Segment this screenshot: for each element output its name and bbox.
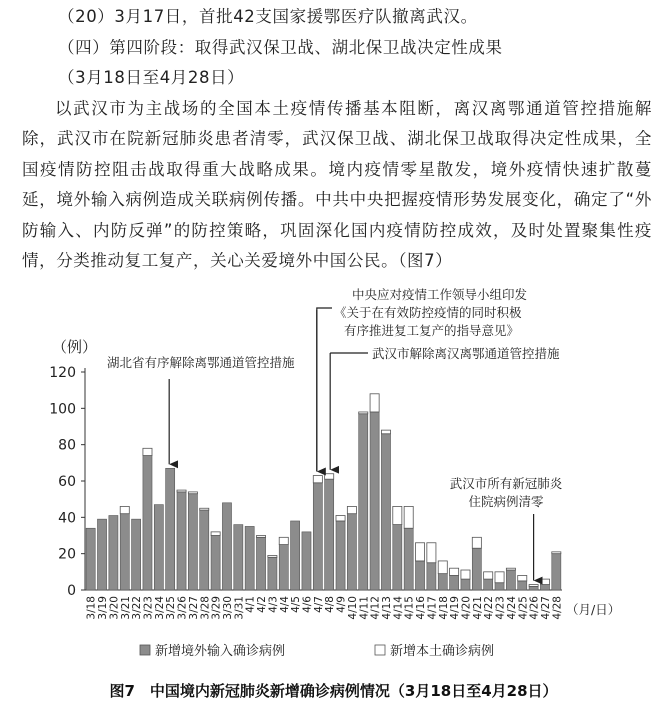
bar-imported (381, 434, 390, 590)
x-tick-label: 3/20 (108, 596, 121, 620)
bar-imported (97, 519, 106, 590)
x-tick-label: 4/5 (290, 596, 303, 613)
bar-imported (143, 456, 152, 590)
x-tick-label: 4/8 (324, 596, 337, 613)
x-tick-label: 3/25 (165, 596, 178, 620)
x-tick-label: 4/19 (449, 596, 462, 620)
annotation-text: 武汉市所有新冠肺炎 (449, 476, 563, 491)
bar-imported (109, 516, 118, 590)
bar-imported (370, 412, 379, 590)
x-tick-label: 4/10 (346, 596, 359, 620)
bar-local (529, 585, 538, 587)
x-tick-label: 4/25 (517, 596, 530, 620)
bar-imported (472, 548, 481, 590)
bar-imported (302, 532, 311, 590)
bar-local (268, 555, 277, 557)
legend-label: 新增境外输入确诊病例 (155, 644, 286, 659)
bar-imported (415, 561, 424, 590)
annotation-text: 中央应对疫情工作领导小组印发 (352, 287, 528, 302)
x-tick-label: 3/28 (199, 596, 212, 620)
bar-imported (166, 468, 175, 590)
bar-local (484, 572, 493, 579)
x-tick-label: 4/24 (505, 596, 518, 620)
bar-imported (336, 521, 345, 590)
x-tick-label: 4/3 (267, 596, 280, 613)
bar-chart (0, 270, 667, 680)
text-line: （20）3月17日，首批42支国家援鄂医疗队撤离武汉。 (58, 7, 478, 26)
x-tick-label: 4/12 (369, 596, 382, 620)
bar-imported (132, 519, 141, 590)
annotation-text: 《关于在有效防控疫情的同时积极 (334, 305, 522, 320)
y-tick-label: 100 (49, 401, 76, 418)
bar-local (336, 516, 345, 521)
x-tick-label: 4/2 (256, 596, 269, 613)
bar-imported (325, 479, 334, 590)
bar-imported (540, 585, 549, 590)
bar-local (188, 492, 197, 494)
bar-imported (120, 514, 129, 590)
x-axis-label: （月/日） (566, 602, 621, 617)
x-tick-label: 4/20 (460, 596, 473, 620)
bar-local (438, 561, 447, 574)
x-tick-label: 4/4 (278, 596, 291, 613)
y-tick-label: 20 (58, 546, 76, 563)
bar-local (393, 506, 402, 524)
bar-imported (347, 514, 356, 590)
bar-imported (438, 574, 447, 590)
x-tick-label: 3/22 (131, 596, 144, 620)
bar-imported (268, 557, 277, 590)
legend-label: 新增本土确诊病例 (390, 644, 495, 659)
x-tick-label: 3/26 (176, 596, 189, 620)
x-tick-label: 4/22 (483, 596, 496, 620)
bar-imported (552, 554, 561, 590)
bar-local (450, 568, 459, 575)
x-tick-label: 4/1 (244, 596, 257, 613)
bar-local (177, 490, 186, 492)
bar-local (313, 476, 322, 483)
x-tick-label: 4/27 (539, 596, 552, 620)
x-tick-label: 3/31 (233, 596, 246, 620)
bar-local (200, 508, 209, 510)
bar-imported (279, 545, 288, 590)
x-tick-label: 3/19 (97, 596, 110, 620)
bar-local (211, 532, 220, 536)
annotation-text: 有序推进复工复产的指导意见》 (344, 323, 520, 338)
bar-local (143, 448, 152, 455)
bar-local (404, 506, 413, 528)
bar-local (472, 537, 481, 548)
bar-local (495, 572, 504, 583)
x-tick-label: 4/17 (426, 596, 439, 620)
bar-imported (188, 494, 197, 590)
x-tick-label: 4/7 (312, 596, 325, 613)
x-tick-label: 4/26 (528, 596, 541, 620)
x-tick-label: 3/18 (85, 596, 98, 620)
x-tick-label: 3/30 (221, 596, 234, 620)
y-tick-label: 80 (58, 437, 76, 454)
bar-imported (484, 579, 493, 590)
x-tick-label: 4/15 (403, 596, 416, 620)
paragraph: 以武汉市为主战场的全国本土疫情传播基本阻断，离汉离鄂通道管控措施解除，武汉市在院新冠肺炎患者清零，武汉保卫战、湖北保卫战取得决定性成果，全国疫情防控阻击战取得重大战略成果。境内疫情零星散发，境外疫情快速扩散蔓延，境外输入病例造成关联病例传播。中共中央把握疫情形势发展变化，确定了“外防输入、内防反弹”的防控策略，巩固深化国内疫情防控成效，及时处置聚集性疫情，分类推动复工复产，关心关爱境外中国公民。（图7） (22, 98, 652, 270)
bar-local (506, 568, 515, 570)
bar-local (370, 394, 379, 412)
bar-imported (529, 586, 538, 590)
bar-local (461, 570, 470, 579)
x-tick-label: 4/23 (494, 596, 507, 620)
bar-imported (461, 579, 470, 590)
x-tick-label: 4/13 (380, 596, 393, 620)
x-tick-label: 3/21 (119, 596, 132, 620)
bar-imported (359, 414, 368, 590)
x-tick-label: 3/24 (153, 596, 166, 620)
bar-imported (518, 581, 527, 590)
bar-imported (393, 525, 402, 590)
chart-title: 图7 中国境内新冠肺炎新增确诊病例情况（3月18日至4月28日） (109, 682, 558, 700)
y-tick-label: 0 (67, 583, 76, 599)
annotation-text: 武汉市解除离汉离鄂通道管控措施 (372, 346, 560, 361)
bar-imported (256, 537, 265, 590)
y-tick-label: 120 (49, 365, 76, 381)
bar-imported (222, 503, 231, 590)
x-tick-label: 3/27 (187, 596, 200, 620)
x-tick-label: 3/29 (210, 596, 223, 620)
y-tick-label: 60 (58, 474, 76, 490)
text-line: （四）第四阶段：取得武汉保卫战、湖北保卫战决定性成果 (58, 37, 503, 57)
x-tick-label: 4/11 (358, 596, 371, 620)
x-tick-label: 4/18 (437, 596, 450, 620)
bar-imported (200, 510, 209, 590)
bar-imported (506, 570, 515, 590)
bar-local (427, 543, 436, 563)
bar-imported (427, 563, 436, 590)
x-tick-label: 4/14 (392, 596, 405, 620)
text-line: （3月18日至4月28日） (58, 68, 245, 87)
bar-imported (495, 583, 504, 590)
bar-imported (404, 528, 413, 590)
bar-imported (154, 505, 163, 590)
bar-local (279, 537, 288, 544)
x-tick-label: 4/21 (471, 596, 484, 620)
bar-imported (86, 528, 95, 590)
bar-local (552, 552, 561, 554)
bar-imported (291, 521, 300, 590)
bar-imported (234, 525, 243, 590)
annotation-text: 湖北省有序解除离鄂通道管控措施 (107, 355, 295, 370)
bar-imported (450, 575, 459, 590)
bar-imported (177, 492, 186, 590)
bar-local (518, 575, 527, 580)
legend-swatch (375, 645, 385, 655)
legend-swatch (140, 645, 150, 655)
bar-local (359, 412, 368, 414)
bar-local (347, 506, 356, 513)
bar-imported (313, 483, 322, 590)
x-tick-label: 4/9 (335, 596, 348, 613)
x-tick-label: 3/23 (142, 596, 155, 620)
y-axis-label: （例） (52, 338, 98, 356)
bar-local (540, 579, 549, 584)
bar-local (256, 536, 265, 538)
x-tick-label: 4/6 (301, 596, 314, 613)
bar-local (120, 506, 129, 513)
bar-local (381, 430, 390, 434)
y-tick-label: 40 (58, 510, 76, 527)
x-tick-label: 4/28 (551, 596, 564, 620)
bar-local (325, 474, 334, 479)
article-text (22, 2, 652, 277)
annotation-text: 住院病例清零 (468, 494, 544, 509)
bar-imported (245, 526, 254, 590)
x-tick-label: 4/16 (415, 596, 428, 620)
bar-imported (211, 536, 220, 591)
bar-local (415, 543, 424, 561)
